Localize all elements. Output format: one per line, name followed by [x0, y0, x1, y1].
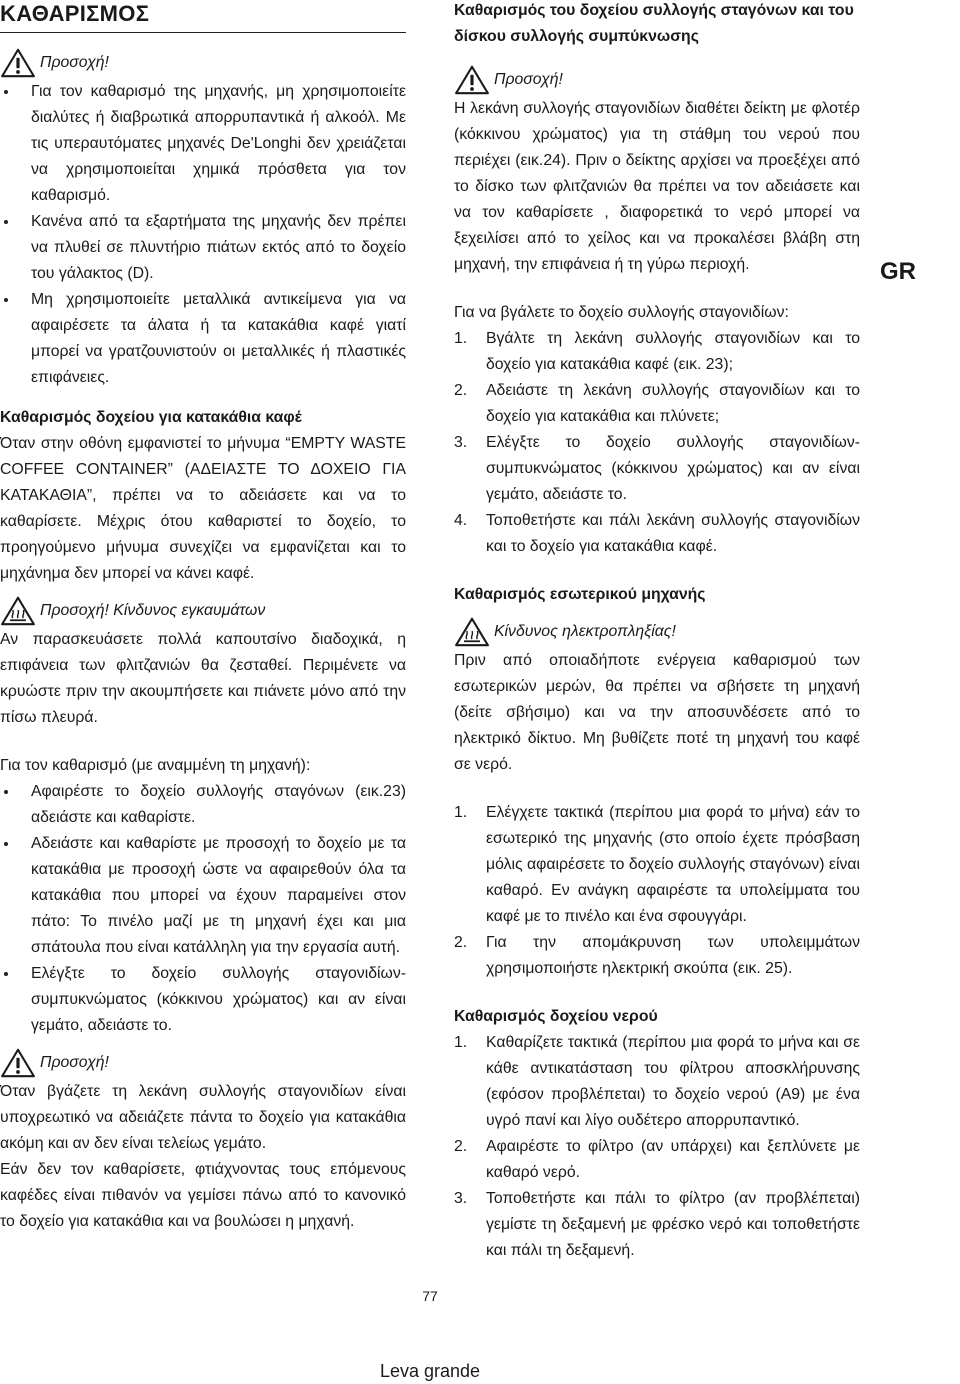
list-item: Κανένα από τα εξαρτήματα της μηχανής δεν πρέπει να πλυθεί σε πλυντήριο πιάτων εκτός από το δοχείο του γάλακτος (D).	[0, 209, 406, 287]
right-column	[454, 0, 860, 1264]
list-item: Αδειάστε και καθαρίστε με προσοχή το δοχείο με τα κατακάθια με προσοχή ώστε να αφαιρεθούν όλα τα κατακάθια που μπορεί να έχουν παραμείνει στον πάτο: Το πινέλο μαζί με τη μηχανή έχει και μια σπάτουλα που είναι κατάλληλη για την εργασία αυτή.	[0, 831, 406, 961]
section-heading-drip-tray: Καθαρισμός του δοχείου συλλογής σταγόνων και του δίσκου συλλογής συμπύκνωσης	[454, 2, 854, 45]
footer-text: Leva grande	[379, 1361, 481, 1381]
list-item: Μη χρησιμοποιείτε μεταλλικά αντικείμενα για να αφαιρέσετε τα άλατα ή τα κατακάθια καφέ γιατί μπορεί να γρατζουνιστούν οι μεταλλικές ή πλαστικές επιφάνειες.	[0, 287, 406, 391]
list-item: 3. Τοποθετήστε και πάλι το φίλτρο (αν προβλέπεται) γεμίστε τη δεξαμενή με φρέσκο νερό και τοποθετήστε και πάλι τη δεξαμενή.	[454, 1190, 860, 1259]
list-item: 4. Τοποθετήστε και πάλι λεκάνη συλλογής σταγονιδίων και το δοχείο για κατακάθια καφέ.	[454, 512, 860, 555]
warning-triangle-icon	[454, 65, 490, 95]
warning-label: Κίνδυνος ηλεκτροπληξίας!	[494, 623, 676, 640]
hot-surface-icon	[0, 596, 36, 626]
page-number: 77	[422, 1288, 438, 1304]
page-title: ΚΑΘΑΡΙΣΜΟΣ	[0, 1, 406, 33]
section-heading-water-tank: Καθαρισμός δοχείου νερού	[454, 1008, 658, 1025]
warning-triangle-icon	[0, 48, 36, 78]
warning-caution-2	[0, 1047, 406, 1079]
remove-tray-intro: Για να βγάλετε το δοχείο συλλογής σταγονιδίων:	[454, 304, 789, 321]
drip-tray-paragraph: Η λεκάνη συλλογής σταγονιδίων διαθέτει δείκτη με φλοτέρ (κόκκινου χρώματος) για τη στάθμη του νερού που περιέχει (εικ.24). Πριν ο δείκτης αρχίσει να προεξέχει από το δίσκο των φλιτζανιών θα πρέπει να τον αδειάσετε και να τον καθαρίσετε , διαφορετικά το νερό μπορεί να ξεχειλίσει από το χείλος και να προκαλέσει βλάβη στη μηχανή, την επιφάνεια ή τη γύρω περιοχή.	[454, 100, 860, 273]
warning-burn-hazard	[0, 595, 406, 627]
cleaning-caution-list	[0, 79, 406, 391]
list-item: Για τον καθαρισμό της μηχανής, μη χρησιμοποιείτε διαλύτες ή διαβρωτικά απορρυπαντικά ή αλκοόλ. Με τις υπεραυτόματες μηχανές De'Longhi δεν χρειάζεται να χρησιμοποιείται χημικά πρόσθετα για τον καθαρισμό.	[0, 79, 406, 209]
interior-paragraph: Πριν από οποιαδήποτε ενέργεια καθαρισμού των εσωτερικών μερών, θα πρέπει να σβήσετε τη μηχανή (δείτε σβήσιμο) και να την αποσυνδέσετε από το ηλεκτρικό δίκτυο. Μη βυθίζετε ποτέ τη μηχανή του καφέ σε νερό.	[454, 652, 860, 773]
cleaning-steps-list	[0, 779, 406, 1039]
language-tab: GR	[880, 258, 916, 285]
warning-caution-3	[454, 64, 860, 96]
grounds-container-paragraph: Όταν στην οθόνη εμφανιστεί το μήνυμα “EMPTY WASTE COFFEE CONTAINER” (ΑΔΕΙΑΣΤΕ ΤΟ ΔΟΧΕΙΟ ΓΙΑ ΚΑΤΑΚΑΘΙΑ”, πρέπει να το αδειάσετε και να το καθαρίσετε. Μέχρις ότου καθαριστεί το δοχείο, το προηγούμενο μήνυμα συνεχίζει να εμφανίζεται και το μηχάνημα δεν μπορεί να κάνει καφέ.	[0, 435, 406, 582]
hot-surface-icon	[454, 617, 490, 647]
warning-label: Προσοχή! Κίνδυνος εγκαυμάτων	[40, 602, 266, 619]
section-heading-grounds-container: Καθαρισμός δοχείου για κατακάθια καφέ	[0, 409, 302, 426]
list-item: Ελέγξτε το δοχείο συλλογής σταγονιδίων-συμπυκνώματος (κόκκινου χρώματος) και αν είναι γεμάτο, αδειάστε το.	[0, 961, 406, 1039]
warning-electric-shock	[454, 616, 860, 648]
final-warning-paragraph-2: Εάν δεν τον καθαρίσετε, φτιάχνοντας τους επόμενους καφέδες είναι πιθανόν να γεμίσει πάνω από το κανονικό το δοχείο για κατακάθια και να βουλώσει η μηχανή.	[0, 1161, 406, 1230]
list-item: 2. Αδειάστε τη λεκάνη συλλογής σταγονιδίων και το δοχείο για κατακάθια και πλύνετε;	[454, 382, 860, 425]
warning-label: Προσοχή!	[494, 71, 563, 88]
final-warning-paragraph-1: Όταν βγάζετε τη λεκάνη συλλογής σταγονιδίων είναι υποχρεωτικό να αδειάζετε πάντα το δοχείο για κατακάθια ακόμη και αν δεν είναι τελείως γεμάτο.	[0, 1083, 406, 1152]
list-item: Αφαιρέστε το δοχείο συλλογής σταγόνων (εικ.23) αδειάστε και καθαρίστε.	[0, 779, 406, 831]
list-item: 1. Καθαρίζετε τακτικά (περίπου μια φορά το μήνα και σε κάθε αντικατάσταση του φίλτρου αποσκλήρυνσης (εφόσον προβλέπεται) το δοχείο νερού (A9) με ένα υγρό πανί και λίγο ουδέτερο απορρυπαντικό.	[454, 1034, 860, 1129]
section-heading-interior: Καθαρισμός εσωτερικού μηχανής	[454, 586, 706, 603]
warning-label: Προσοχή!	[40, 1054, 109, 1071]
list-item: 1. Ελέγχετε τακτικά (περίπου μια φορά το μήνα) εάν το εσωτερικό της μηχανής (στο οποίο έχετε πρόσβαση μόλις αφαιρέσετε το δοχείο συλλογής σταγόνων) είναι καθαρό. Εν ανάγκη αφαιρέστε τα υπολείμματα του καφέ με το πινέλο και ένα σφουγγάρι.	[454, 804, 860, 925]
warning-label: Προσοχή!	[40, 54, 109, 71]
remove-tray-steps	[454, 326, 860, 560]
left-column	[0, 0, 406, 1235]
water-tank-steps	[454, 1030, 860, 1264]
list-item: 2. Αφαιρέστε το φίλτρο (αν υπάρχει) και ξεπλύνετε με καθαρό νερό.	[454, 1138, 860, 1181]
list-item: 1. Βγάλτε τη λεκάνη συλλογής σταγονιδίων και το δοχείο για κατακάθια καφέ (εικ. 23);	[454, 330, 860, 373]
list-item: 2. Για την απομάκρυνση των υπολειμμάτων χρησιμοποιήστε ηλεκτρική σκούπα (εικ. 25).	[454, 934, 860, 977]
list-item: 3. Ελέγξτε το δοχείο συλλογής σταγονιδίων-συμπυκνώματος (κόκκινου χρώματος) και αν είναι γεμάτο, αδειάστε το.	[454, 434, 860, 503]
interior-steps	[454, 800, 860, 982]
warning-caution-1	[0, 47, 406, 79]
warning-triangle-icon	[0, 1048, 36, 1078]
burn-hazard-paragraph: Αν παρασκευάσετε πολλά καπουτσίνο διαδοχικά, η επιφάνεια των φλιτζανιών θα ζεσταθεί. Περιμένετε να κρυώστε πριν την ακουμπήσετε και πιάνετε μόνο από την πίσω πλευρά.	[0, 631, 406, 726]
cleaning-intro: Για τον καθαρισμό (με αναμμένη τη μηχανή):	[0, 757, 311, 774]
